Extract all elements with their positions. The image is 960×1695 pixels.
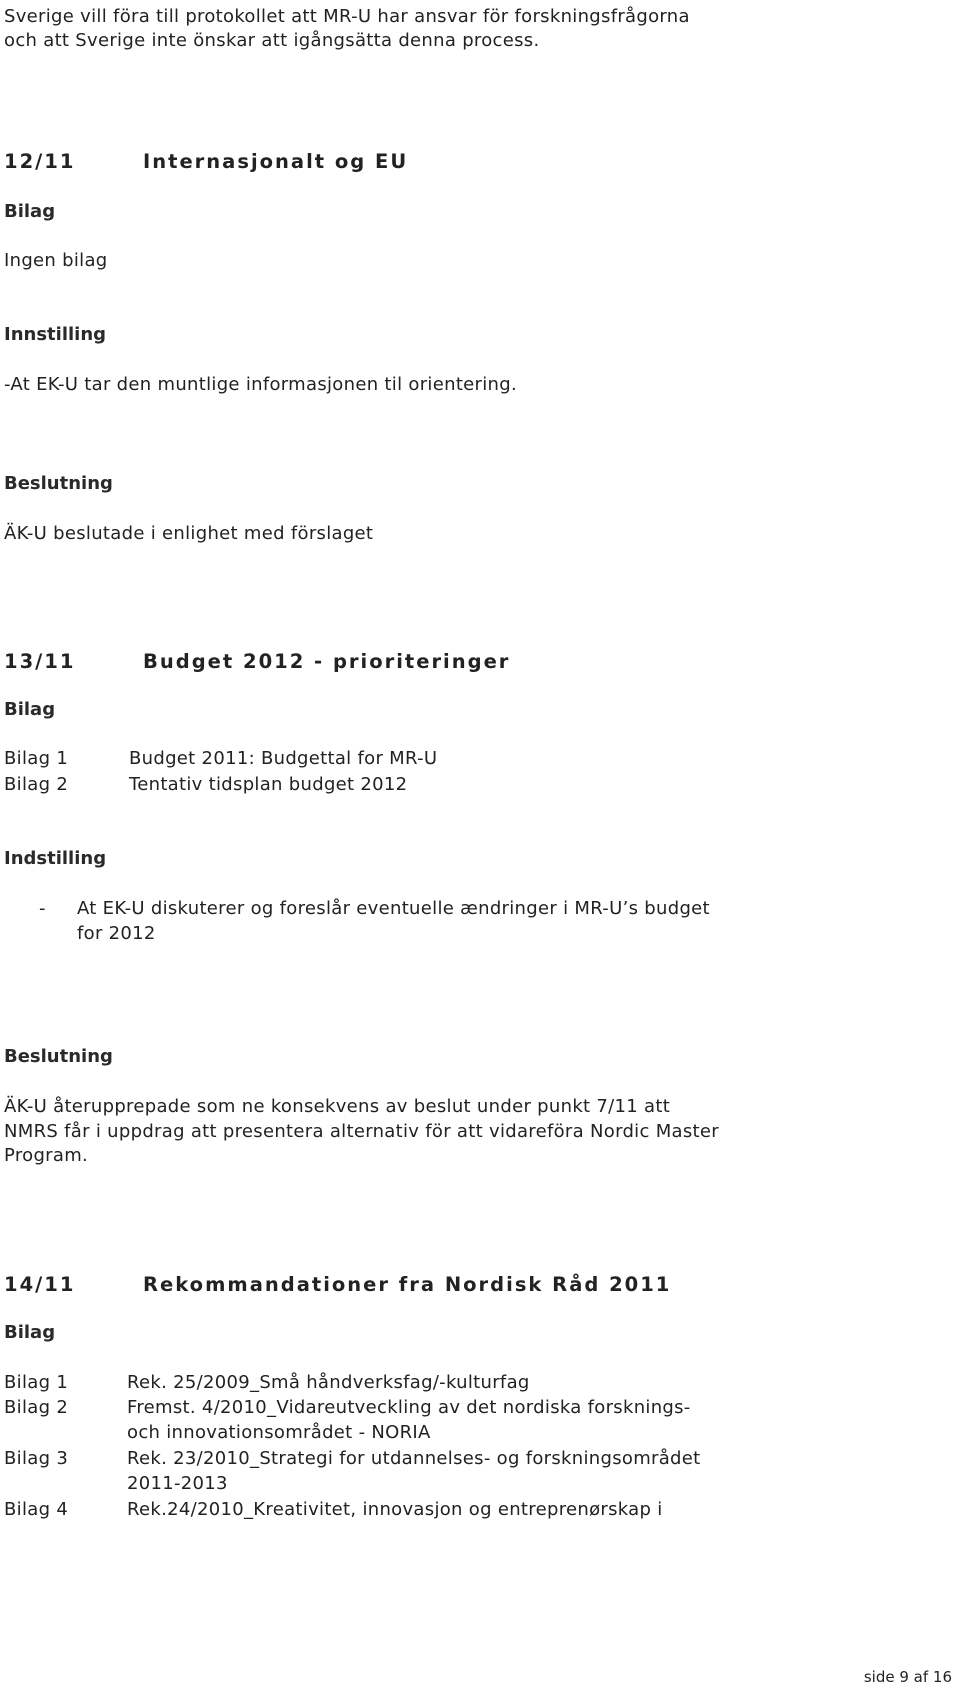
item-12-decision-heading: Beslutning: [4, 473, 113, 494]
item-12-bilag-heading: Bilag: [4, 201, 56, 222]
item-13-attachment-1-label: Bilag 1: [4, 748, 69, 769]
intro-line-2: och att Sverige inte önskar att igångsätta denna process.: [4, 30, 540, 51]
item-13-rec-bullet: -: [39, 898, 46, 919]
item-14-attachment-3-line-2: 2011-2013: [127, 1473, 228, 1494]
item-14-attachment-1-label: Bilag 1: [4, 1372, 69, 1393]
item-12-rec-heading: Innstilling: [4, 324, 107, 345]
item-13-bilag-heading: Bilag: [4, 699, 56, 720]
item-14-number: 14/11: [4, 1273, 76, 1296]
item-13-decision-line-3: Program.: [4, 1145, 89, 1166]
item-12-rec-text: -At EK-U tar den muntlige informasjonen til orientering.: [4, 374, 518, 395]
item-13-attachment-1-text: Budget 2011: Budgettal for MR-U: [129, 748, 438, 769]
item-13-decision-line-2: NMRS får i uppdrag att presentera alternativ för att vidareföra Nordic Master: [4, 1121, 719, 1142]
item-14-attachment-2-label: Bilag 2: [4, 1397, 69, 1418]
item-12-decision-text: ÄK-U beslutade i enlighet med förslaget: [4, 523, 374, 544]
item-14-attachment-4-line-1: Rek.24/2010_Kreativitet, innovasjon og entreprenørskap i: [127, 1499, 663, 1520]
item-13-attachment-2-text: Tentativ tidsplan budget 2012: [129, 774, 408, 795]
item-14-attachment-3-line-1: Rek. 23/2010_Strategi for utdannelses- og forskningsområdet: [127, 1448, 701, 1469]
item-13-rec-heading: Indstilling: [4, 848, 107, 869]
item-14-attachment-2-line-1: Fremst. 4/2010_Vidareutveckling av det nordiska forsknings-: [127, 1397, 691, 1418]
item-14-attachment-3-label: Bilag 3: [4, 1448, 69, 1469]
item-13-attachment-2-label: Bilag 2: [4, 774, 69, 795]
page-number: side 9 af 16: [863, 1668, 952, 1686]
item-14-attachment-1-line-1: Rek. 25/2009_Små håndverksfag/-kulturfag: [127, 1372, 530, 1393]
item-12-title: Internasjonalt og EU: [143, 150, 409, 173]
item-14-bilag-heading: Bilag: [4, 1322, 56, 1343]
item-14-title: Rekommandationer fra Nordisk Råd 2011: [143, 1273, 672, 1296]
item-13-decision-line-1: ÄK-U återupprepade som ne konsekvens av beslut under punkt 7/11 att: [4, 1096, 671, 1117]
item-12-bilag-text: Ingen bilag: [4, 250, 108, 271]
item-14-attachment-4-label: Bilag 4: [4, 1499, 69, 1520]
item-13-title: Budget 2012 - prioriteringer: [143, 650, 511, 673]
item-14-attachment-2-line-2: och innovationsområdet - NORIA: [127, 1422, 431, 1443]
intro-line-1: Sverige vill föra till protokollet att MR-U har ansvar för forskningsfrågorna: [4, 6, 690, 27]
item-13-decision-heading: Beslutning: [4, 1046, 113, 1067]
item-13-number: 13/11: [4, 650, 76, 673]
item-13-rec-line-1: At EK-U diskuterer og foreslår eventuelle ændringer i MR-U’s budget: [77, 898, 710, 919]
item-12-number: 12/11: [4, 150, 76, 173]
item-13-rec-line-2: for 2012: [77, 923, 156, 944]
